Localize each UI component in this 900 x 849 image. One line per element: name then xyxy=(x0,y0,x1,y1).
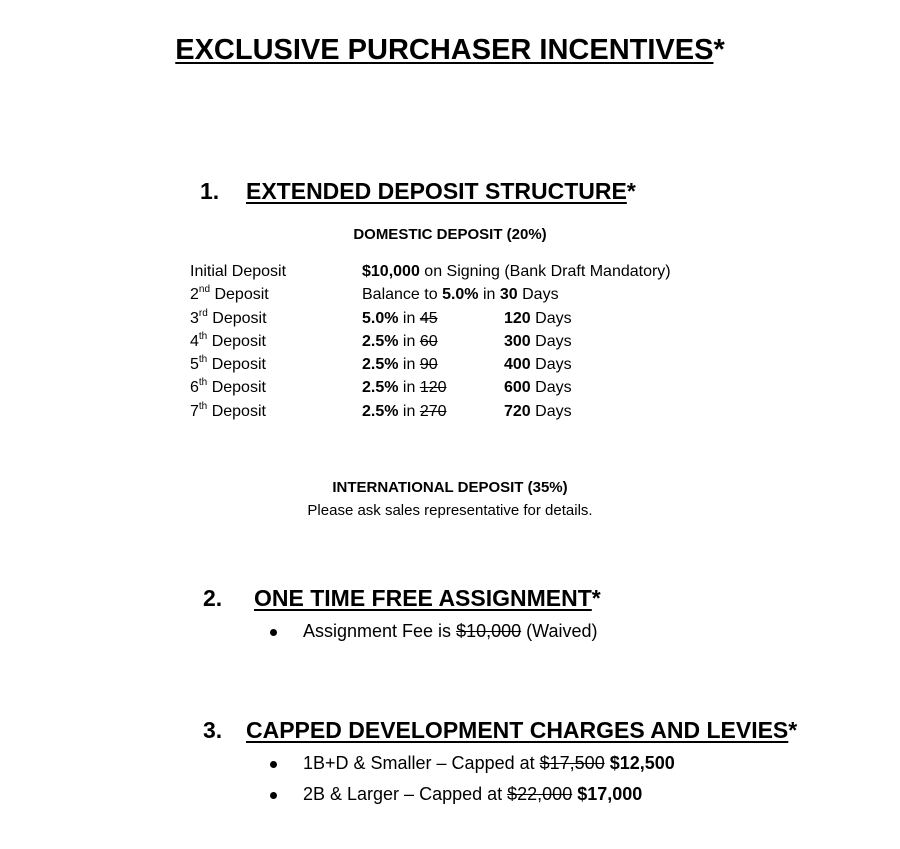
section-1-number: 1. xyxy=(200,178,220,204)
assignment-fee-post: (Waived) xyxy=(521,621,598,641)
deposit-5-word: Deposit xyxy=(207,356,266,373)
deposit-7-pct: 2.5% xyxy=(362,403,399,420)
deposit-7-word: Deposit xyxy=(207,403,266,420)
deposit-7-terms xyxy=(362,403,447,421)
second-deposit-label xyxy=(190,286,269,304)
second-deposit-days-num: 30 xyxy=(499,286,518,303)
section-3-heading xyxy=(246,717,797,744)
deposit-5-terms xyxy=(362,356,438,374)
deposit-4-terms xyxy=(362,333,438,351)
deposit-4-days-num: 300 xyxy=(504,333,531,350)
deposit-4-label xyxy=(190,333,266,351)
second-deposit-mid: in xyxy=(478,286,500,303)
deposit-6-label xyxy=(190,379,266,397)
deposit-4-in: in xyxy=(398,333,420,350)
section-1-asterisk: * xyxy=(626,178,636,204)
deposit-4-days xyxy=(504,333,572,351)
deposit-5-days-word: Days xyxy=(530,356,572,373)
deposit-6-days xyxy=(504,379,572,397)
page-title xyxy=(0,34,900,67)
bullet-icon xyxy=(270,629,277,636)
deposit-4-days-word: Days xyxy=(530,333,572,350)
deposit-3-terms xyxy=(362,310,438,328)
section-2-asterisk: * xyxy=(591,585,601,611)
section-3-heading-text: CAPPED DEVELOPMENT CHARGES AND LEVIES xyxy=(246,717,789,743)
second-deposit-days-word: Days xyxy=(517,286,559,303)
deposit-7-days xyxy=(504,403,572,421)
section-2-number: 2. xyxy=(203,585,223,611)
second-deposit-pct: 5.0% xyxy=(442,286,479,303)
deposit-3-num: 3 xyxy=(190,310,199,327)
deposit-7-label xyxy=(190,403,266,421)
deposit-4-num: 4 xyxy=(190,333,199,350)
deposit-3-label xyxy=(190,310,267,328)
section-1-heading xyxy=(246,178,636,205)
section-3-asterisk: * xyxy=(788,717,798,743)
deposit-6-sup: th xyxy=(198,377,208,388)
deposit-5-days-num: 400 xyxy=(504,356,531,373)
deposit-4-old-days: 60 xyxy=(419,333,438,350)
deposit-6-days-word: Days xyxy=(530,379,572,396)
levy-item-1b xyxy=(303,753,675,774)
deposit-3-days xyxy=(504,310,572,328)
deposit-6-num: 6 xyxy=(190,379,199,396)
deposit-3-sup: rd xyxy=(198,308,208,319)
page-title-text: EXCLUSIVE PURCHASER INCENTIVES xyxy=(175,34,714,66)
international-deposit-note: Please ask sales representative for details. xyxy=(307,502,593,519)
deposit-6-days-num: 600 xyxy=(504,379,531,396)
deposit-5-pct: 2.5% xyxy=(362,356,399,373)
deposit-5-old-days: 90 xyxy=(419,356,438,373)
deposit-4-pct: 2.5% xyxy=(362,333,399,350)
assignment-fee-old: $10,000 xyxy=(456,621,522,641)
section-2-heading-text: ONE TIME FREE ASSIGNMENT xyxy=(254,585,592,611)
domestic-deposit-heading: DOMESTIC DEPOSIT (20%) xyxy=(353,226,547,243)
second-deposit-sup: nd xyxy=(198,284,211,295)
initial-deposit-amount: $10,000 xyxy=(362,263,420,280)
bullet-icon xyxy=(270,792,277,799)
deposit-3-word: Deposit xyxy=(207,310,267,327)
deposit-3-pct: 5.0% xyxy=(362,310,399,327)
deposit-5-in: in xyxy=(398,356,420,373)
initial-deposit-rest: on Signing (Bank Draft Mandatory) xyxy=(419,263,671,280)
bullet-icon xyxy=(270,761,277,768)
initial-deposit-label: Initial Deposit xyxy=(190,263,287,280)
levy-1b-new: $12,500 xyxy=(604,753,675,773)
deposit-3-days-word: Days xyxy=(530,310,572,327)
deposit-7-num: 7 xyxy=(190,403,199,420)
deposit-5-days xyxy=(504,356,572,374)
page-title-asterisk: * xyxy=(713,34,725,66)
deposit-6-word: Deposit xyxy=(207,379,266,396)
levy-item-2b xyxy=(303,784,642,805)
deposit-7-days-num: 720 xyxy=(504,403,531,420)
second-deposit-terms xyxy=(362,286,559,304)
assignment-fee-pre: Assignment Fee is xyxy=(303,621,457,641)
deposit-4-sup: th xyxy=(198,331,208,342)
deposit-3-old-days: 45 xyxy=(419,310,438,327)
deposit-6-terms xyxy=(362,379,447,397)
deposit-7-old-days: 270 xyxy=(419,403,447,420)
second-deposit-num: 2 xyxy=(190,286,199,303)
assignment-fee-item xyxy=(303,621,597,642)
deposit-5-num: 5 xyxy=(190,356,199,373)
levy-2b-new: $17,000 xyxy=(572,784,643,804)
deposit-3-days-num: 120 xyxy=(504,310,531,327)
deposit-3-in: in xyxy=(398,310,420,327)
section-2-heading xyxy=(254,585,601,612)
section-3-number: 3. xyxy=(203,717,223,743)
levy-2b-pre: 2B & Larger – Capped at xyxy=(303,784,508,804)
second-deposit-word: Deposit xyxy=(210,286,269,303)
deposit-6-old-days: 120 xyxy=(419,379,447,396)
deposit-7-in: in xyxy=(398,403,420,420)
deposit-7-days-word: Days xyxy=(530,403,572,420)
levy-1b-pre: 1B+D & Smaller – Capped at xyxy=(303,753,540,773)
levy-2b-old: $22,000 xyxy=(507,784,573,804)
deposit-4-word: Deposit xyxy=(207,333,266,350)
deposit-7-sup: th xyxy=(198,401,208,412)
deposit-5-label xyxy=(190,356,266,374)
international-deposit-heading: INTERNATIONAL DEPOSIT (35%) xyxy=(332,479,568,496)
deposit-6-pct: 2.5% xyxy=(362,379,399,396)
deposit-6-in: in xyxy=(398,379,420,396)
levy-1b-old: $17,500 xyxy=(539,753,605,773)
section-1-heading-text: EXTENDED DEPOSIT STRUCTURE xyxy=(246,178,627,204)
second-deposit-pre: Balance to xyxy=(362,286,443,303)
deposit-5-sup: th xyxy=(198,354,208,365)
initial-deposit-terms xyxy=(362,263,671,281)
